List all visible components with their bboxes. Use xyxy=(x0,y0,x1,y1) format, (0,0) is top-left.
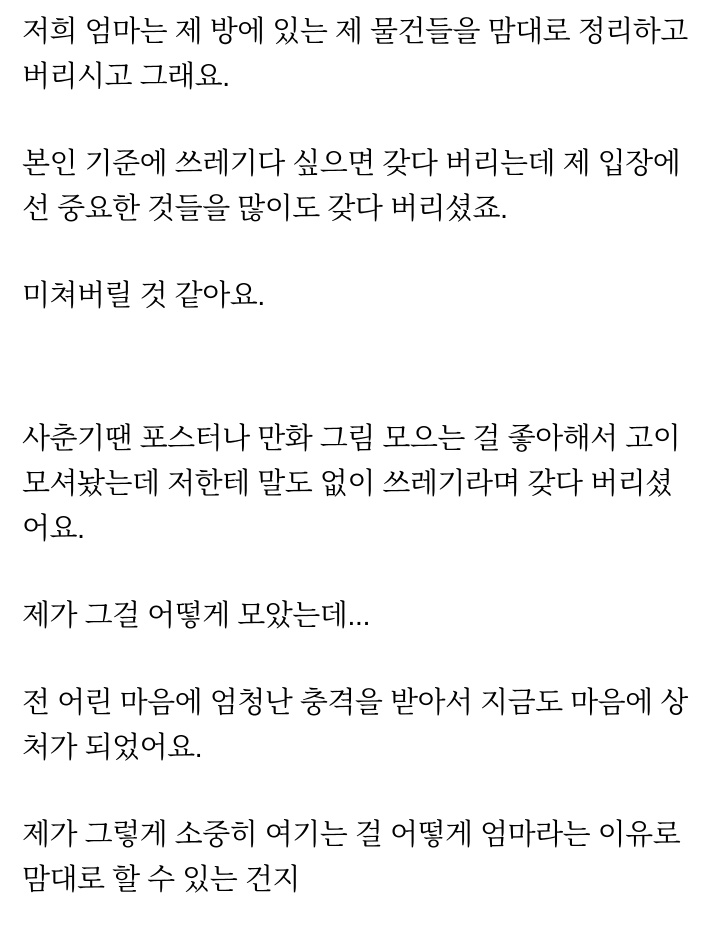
paragraph-3: 미쳐버릴 것 같아요. xyxy=(22,280,265,312)
paragraph-7: 제가 그렇게 소중히 여기는 걸 어떻게 엄마라는 이유로 맘대로 할 수 있는 건지 xyxy=(22,819,681,896)
paragraph-6: 전 어린 마음에 엄청난 충격을 받아서 지금도 마음에 상처가 되었어요. xyxy=(22,687,688,764)
paragraph-4: 사춘기땐 포스터나 만화 그림 모으는 걸 좋아해서 고이 모셔놨는데 저한테 말도 없이 쓰레기라며 갖다 버리셨어요. xyxy=(22,423,681,545)
paragraph-1: 저희 엄마는 제 방에 있는 제 물건들을 맘대로 정리하고 버리시고 그래요. xyxy=(22,16,688,93)
paragraph-5: 제가 그걸 어떻게 모았는데... xyxy=(22,600,370,632)
paragraph-2: 본인 기준에 쓰레기다 싶으면 갖다 버리는데 제 입장에선 중요한 것들을 많이도 갖다 버리셨죠. xyxy=(22,148,681,225)
